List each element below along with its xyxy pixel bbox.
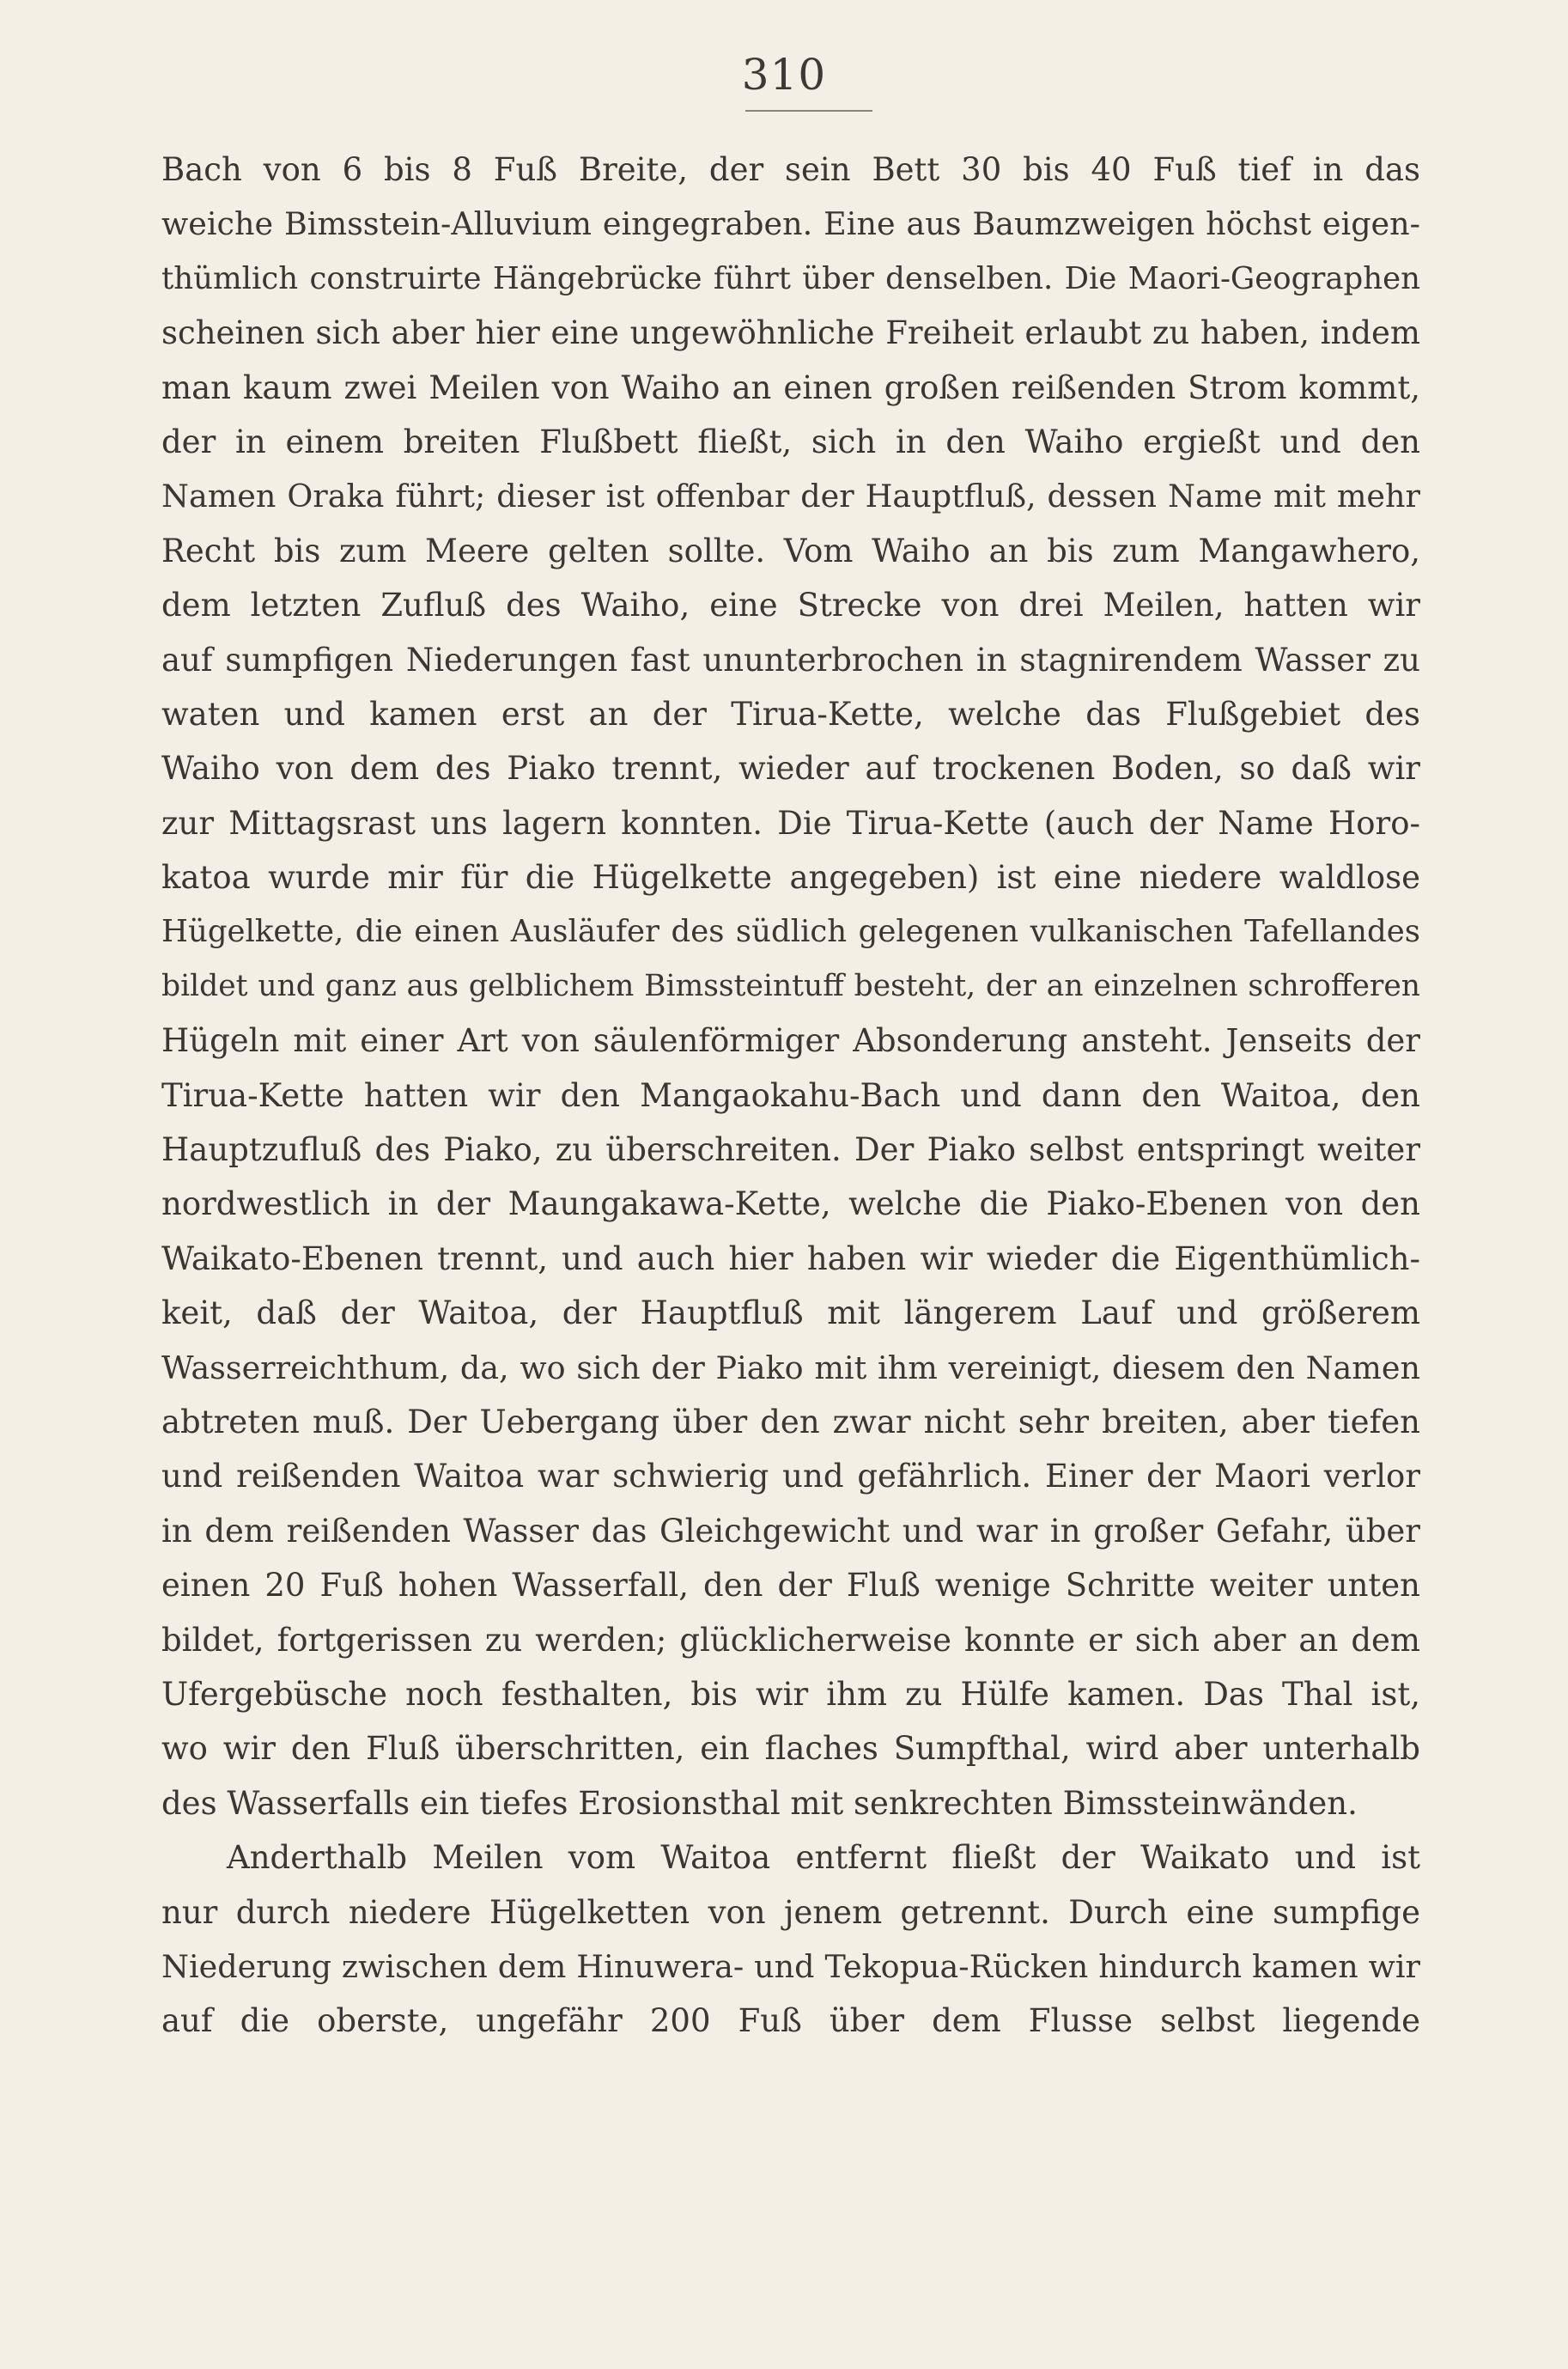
text-line: nordwestlich in der Maungakawa-Kette, welche die Piako-Ebenen von den (161, 1185, 1420, 1223)
body-text (161, 143, 1420, 2049)
text-line: wo wir den Fluß überschritten, ein flaches Sumpfthal, wird aber unterhalb (161, 1730, 1420, 1768)
text-line: abtreten muß. Der Uebergang über den zwar nicht sehr breiten, aber tiefen (161, 1403, 1420, 1440)
text-line: Hauptzufluß des Piako, zu überschreiten. Der Piako selbst entspringt weiter (161, 1131, 1420, 1169)
text-line: man kaum zwei Meilen von Waiho an einen großen reißenden Strom kommt, (161, 368, 1420, 406)
text-line: in dem reißenden Wasser das Gleichgewicht und war in großer Gefahr, über (161, 1512, 1420, 1550)
text-line: und reißenden Waitoa war schwierig und gefährlich. Einer der Maori verlor (161, 1458, 1420, 1495)
page-number: 310 (741, 50, 827, 100)
text-line: der in einem breiten Flußbett fließt, sich in den Waiho ergießt und den (161, 423, 1420, 460)
text-line: einen 20 Fuß hohen Wasserfall, den der Fluß wenige Schritte weiter unten (161, 1567, 1420, 1605)
text-line: des Wasserfalls ein tiefes Erosionsthal mit senkrechten Bimssteinwänden. (161, 1784, 1358, 1822)
text-line: auf die oberste, ungefähr 200 Fuß über dem Flusse selbst liegende (161, 2002, 1420, 2040)
text-line: Tirua-Kette hatten wir den Mangaokahu-Bach und dann den Waitoa, den (161, 1076, 1420, 1114)
text-line: Hügeln mit einer Art von säulenförmiger Absonderung ansteht. Jenseits der (161, 1022, 1420, 1060)
text-line: keit, daß der Waitoa, der Hauptfluß mit längerem Lauf und größerem (161, 1294, 1420, 1332)
text-line: bildet, fortgerissen zu werden; glücklicherweise konnte er sich aber an dem (161, 1621, 1420, 1659)
text-line: Waiho von dem des Piako trennt, wieder auf trockenen Boden, so daß wir (161, 750, 1420, 788)
text-line: Niederung zwischen dem Hinuwera- und Tekopua-Rücken hindurch kamen wir (161, 1947, 1420, 1985)
header-rule (745, 110, 872, 112)
text-line: Bach von 6 bis 8 Fuß Breite, der sein Bett 30 bis 40 Fuß tief in das (161, 151, 1420, 188)
text-line: Anderthalb Meilen vom Waitoa entfernt fließt der Waikato und ist (227, 1839, 1420, 1877)
text-line: Wasserreichthum, da, wo sich der Piako mit ihm vereinigt, diesem den Namen (161, 1349, 1420, 1386)
text-line: Recht bis zum Meere gelten sollte. Vom Waiho an bis zum Mangawhero, (161, 532, 1420, 569)
text-line: nur durch niedere Hügelketten von jenem getrennt. Durch eine sumpfige (161, 1893, 1420, 1931)
text-line: bildet und ganz aus gelblichem Bimssteintuff besteht, der an einzelnen schrofferen (161, 968, 1420, 1003)
text-line: dem letzten Zufluß des Waiho, eine Strecke von drei Meilen, hatten wir (161, 587, 1420, 624)
text-line: auf sumpfigen Niederungen fast ununterbrochen in stagnirendem Wasser zu (161, 641, 1420, 679)
text-line: waten und kamen erst an der Tirua-Kette, welche das Flußgebiet des (161, 695, 1420, 733)
text-line: Namen Oraka führt; dieser ist offenbar der Hauptfluß, dessen Name mit mehr (161, 478, 1420, 515)
text-line: thümlich construirte Hängebrücke führt über denselben. Die Maori-Geographen (161, 260, 1420, 296)
text-line: scheinen sich aber hier eine ungewöhnliche Freiheit erlaubt zu haben, indem (161, 314, 1420, 352)
text-line: katoa wurde mir für die Hügelkette angegeben) ist eine niedere waldlose (161, 859, 1420, 897)
text-line: Hügelkette, die einen Ausläufer des südlich gelegenen vulkanischen Tafellandes (161, 914, 1420, 950)
text-line: Waikato-Ebenen trennt, und auch hier haben wir wieder die Eigenthümlich- (161, 1239, 1420, 1277)
text-line: weiche Bimsstein-Alluvium eingegraben. Eine aus Baumzweigen höchst eigen- (161, 205, 1420, 243)
text-line: zur Mittagsrast uns lagern konnten. Die Tirua-Kette (auch der Name Horo- (161, 804, 1420, 842)
text-line: Ufergebüsche noch festhalten, bis wir ihm zu Hülfe kamen. Das Thal ist, (161, 1675, 1420, 1713)
